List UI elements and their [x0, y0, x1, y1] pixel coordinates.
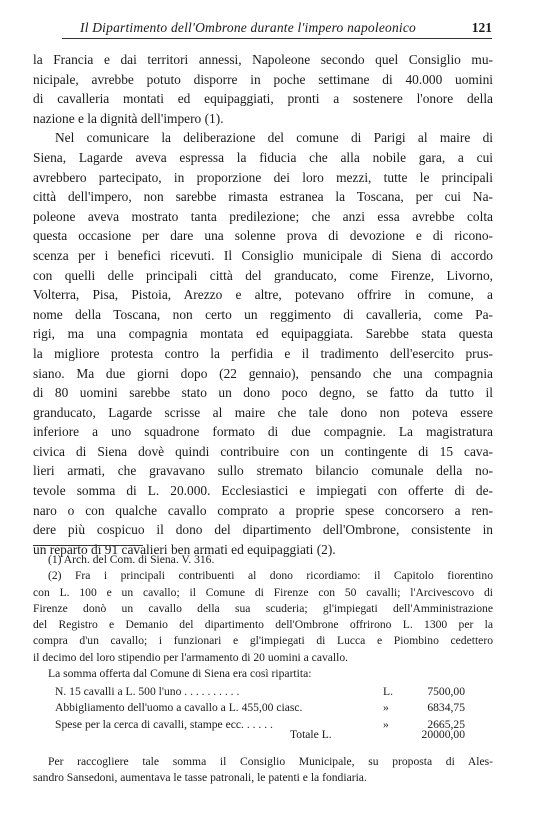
text-line: di 80 uomini sarebbe stato un dono poco degno, se fatto da tutto il [33, 385, 493, 401]
footnote-line: La somma offerta dal Comune di Siena era così ripartita: [48, 667, 312, 681]
footnote-line: con L. 100 e un cavallo; il Comune di Firenze con 50 cavalli; l'Arcivescovo di [33, 585, 493, 599]
text-line: città dell'impero, non sarebbe rimasta estranea la Toscana, per cui Na- [33, 189, 493, 205]
text-line: rigi, ma una compagnia montata ed equipaggiata. Sarebbe stata questa [33, 326, 493, 342]
page-header [62, 16, 492, 39]
text-line: la migliore protesta contro la perfidia e il tradimento dell'esercito prus- [33, 345, 493, 361]
row-currency: » [383, 701, 389, 715]
footnote-divider [33, 545, 143, 546]
text-line: lieri armati, che gravavano sullo stremato bilancio comunale della no- [33, 463, 493, 479]
text-line: avrebbero partecipato, in proporzione dei loro mezzi, tutte le principali [33, 169, 493, 185]
text-line: la Francia e dai territori annessi, Napoleone secondo quel Consiglio mu- [33, 52, 493, 67]
text-line: dere più cospicuo il dono del dipartimento dell'Ombrone, consistente in [33, 522, 493, 538]
footnote-line: (2) Fra i principali contribuenti al dono ricordiamo: il Capitolo fiorentino [48, 569, 493, 583]
row-label: Abbigliamento dell'uomo a cavallo a L. 455,00 ciasc. [55, 701, 303, 715]
text-line: civica di Siena dovè quindi contribuire con un contingente di 15 cava- [33, 443, 493, 459]
table-row [55, 684, 465, 700]
row-amount: 6834,75 [427, 701, 465, 715]
footnote-line: compra d'un cavallo; i funzionari e gl'impiegati di Lucca e Piombino cedettero [33, 634, 493, 648]
page-number: 121 [471, 20, 492, 35]
total-label: Totale L. [290, 728, 332, 741]
text-line: tevole somma di L. 20.000. Ecclesiastici e impiegati con offerte di de- [33, 483, 493, 499]
footnotes [33, 552, 493, 682]
text-line: scenza per i benefici ricevuti. Il Consiglio municipale di Siena di accordo [33, 247, 493, 263]
text-line: Nel comunicare la deliberazione del comune di Parigi al maire di [55, 130, 493, 146]
footnote-line: del Registro e Demanio del dipartimento dell'Ombrone offrirono L. 1300 per la [33, 618, 493, 632]
footnote-line: Per raccogliere tale somma il Consiglio Municipale, su proposta di Ales- [48, 755, 493, 768]
row-currency: » [383, 717, 389, 731]
row-amount: 7500,00 [427, 685, 465, 698]
expense-table [55, 684, 465, 733]
text-line: naro o con qualche cavallo comprato a proprie spese concorsero a ren- [33, 502, 493, 518]
text-line: nome della Toscana, non certo un reggimento di cavalleria, come Pa- [33, 306, 493, 322]
text-line: Volterra, Pisa, Pistoia, Arezzo e altre, potevano offrire in comune, a [33, 287, 493, 303]
footnote-line: Firenze donò un cavallo della sua scuderia; gl'impiegati dell'Amministrazione [33, 601, 493, 615]
text-line: inferiore a uno squadrone formato di due compagnie. La magistratura [33, 424, 493, 440]
text-line: questa occasione per dare una solenne prova di devozione e di ricono- [33, 228, 493, 244]
row-label: Spese per la cerca di cavalli, stampe ecc. . . . . . [55, 717, 273, 731]
text-line: poleone aveva mostrato tanta predilezione; che anzi essa avrebbe colta [33, 208, 493, 224]
footnote-line: sandro Sansedoni, aumentava le tasse patronali, le patenti e la fondiaria. [33, 771, 367, 785]
text-line: nicipale, avrebbe potuto disporre in poche settimane di 40.000 uomini [33, 71, 493, 87]
row-currency: L. [383, 685, 393, 698]
text-line: nazione e la dignità dell'impero (1). [33, 110, 224, 126]
text-line: di cavalleria montati ed equipaggiati, pronti a sostenere l'onore della [33, 91, 493, 107]
running-title: Il Dipartimento dell'Ombrone durante l'impero napoleonico [80, 20, 417, 35]
footnote-1: (1) Arch. del Com. di Siena. V. 316. [48, 553, 215, 566]
text-line: Siena, Lagarde aveva espressa la fiducia che alla nobile gara, a cui [33, 149, 493, 165]
text-line: con quelli delle principali città del granducato, come Firenze, Livorno, [33, 267, 493, 283]
total-amount: 20000,00 [421, 728, 465, 741]
row-label: N. 15 cavalli a L. 500 l'uno . . . . . . . . . . [55, 685, 240, 698]
total-row [290, 728, 465, 744]
table-row [55, 700, 465, 716]
row-amount: 2665,25 [427, 717, 465, 731]
text-line: un reparto di 91 cavalieri ben armati ed equipaggiati (2). [33, 541, 336, 557]
text-line: siano. Ma due giorni dopo (22 gennaio), pensando che una compagnia [33, 365, 493, 381]
footnote-line: il decimo del loro stipendio per l'armamento di 20 uomini a cavallo. [33, 650, 349, 664]
main-text [33, 50, 493, 559]
closing-note [33, 754, 493, 787]
text-line: granducato, Lagarde scrisse al maire che tale dono non poteva essere [33, 404, 493, 420]
